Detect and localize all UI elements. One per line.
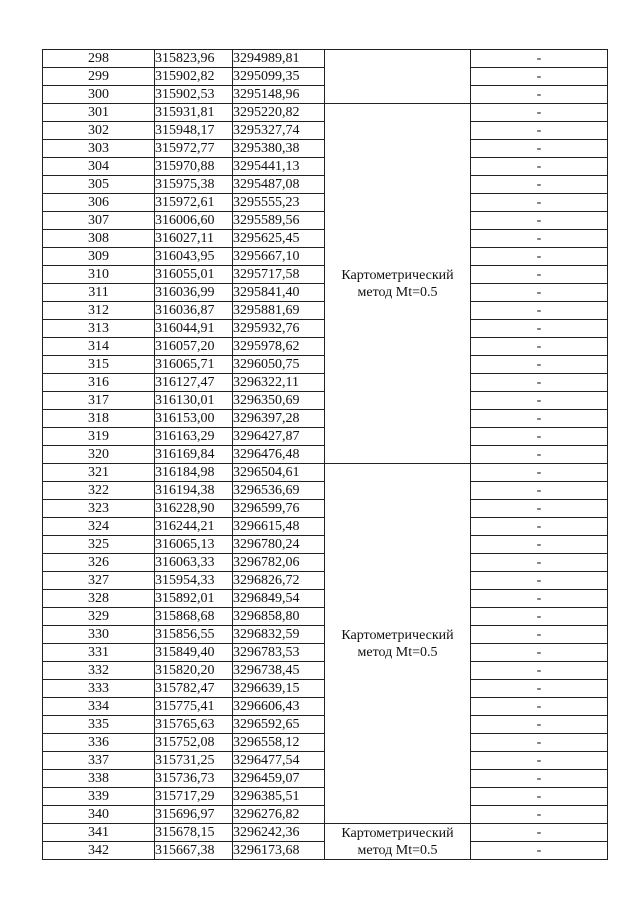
x-coordinate-cell: 315678,15 (155, 824, 233, 842)
x-coordinate-cell: 315970,88 (155, 158, 233, 176)
y-coordinate-cell: 3295625,45 (233, 230, 325, 248)
point-number-cell: 312 (43, 302, 155, 320)
note-cell: - (471, 842, 608, 860)
y-coordinate-cell: 3296606,43 (233, 698, 325, 716)
table-row (43, 824, 608, 842)
point-number-cell: 318 (43, 410, 155, 428)
x-coordinate-cell: 315752,08 (155, 734, 233, 752)
y-coordinate-cell: 3296849,54 (233, 590, 325, 608)
y-coordinate-cell: 3295978,62 (233, 338, 325, 356)
y-coordinate-cell: 3296615,48 (233, 518, 325, 536)
note-cell: - (471, 554, 608, 572)
x-coordinate-cell: 316057,20 (155, 338, 233, 356)
x-coordinate-cell: 315972,61 (155, 194, 233, 212)
x-coordinate-cell: 315765,63 (155, 716, 233, 734)
point-number-cell: 326 (43, 554, 155, 572)
x-coordinate-cell: 316027,11 (155, 230, 233, 248)
point-number-cell: 302 (43, 122, 155, 140)
note-cell: - (471, 320, 608, 338)
note-cell: - (471, 752, 608, 770)
point-number-cell: 298 (43, 50, 155, 68)
y-coordinate-cell: 3296322,11 (233, 374, 325, 392)
x-coordinate-cell: 316044,91 (155, 320, 233, 338)
note-cell: - (471, 410, 608, 428)
y-coordinate-cell: 3295327,74 (233, 122, 325, 140)
point-number-cell: 325 (43, 536, 155, 554)
point-number-cell: 339 (43, 788, 155, 806)
x-coordinate-cell: 315856,55 (155, 626, 233, 644)
note-cell: - (471, 482, 608, 500)
x-coordinate-cell: 316043,95 (155, 248, 233, 266)
x-coordinate-cell: 315892,01 (155, 590, 233, 608)
coordinates-table-body (43, 50, 608, 860)
point-number-cell: 316 (43, 374, 155, 392)
x-coordinate-cell: 316036,99 (155, 284, 233, 302)
y-coordinate-cell: 3296738,45 (233, 662, 325, 680)
y-coordinate-cell: 3295487,08 (233, 176, 325, 194)
x-coordinate-cell: 316169,84 (155, 446, 233, 464)
y-coordinate-cell: 3296783,53 (233, 644, 325, 662)
method-cell (325, 104, 471, 464)
y-coordinate-cell: 3296558,12 (233, 734, 325, 752)
point-number-cell: 337 (43, 752, 155, 770)
point-number-cell: 327 (43, 572, 155, 590)
x-coordinate-cell: 315972,77 (155, 140, 233, 158)
note-cell: - (471, 122, 608, 140)
method-line-2: метод Mt=0.5 (357, 644, 438, 660)
y-coordinate-cell: 3296459,07 (233, 770, 325, 788)
y-coordinate-cell: 3296536,69 (233, 482, 325, 500)
y-coordinate-cell: 3294989,81 (233, 50, 325, 68)
x-coordinate-cell: 315975,38 (155, 176, 233, 194)
x-coordinate-cell: 315696,97 (155, 806, 233, 824)
note-cell: - (471, 788, 608, 806)
y-coordinate-cell: 3296385,51 (233, 788, 325, 806)
x-coordinate-cell: 315782,47 (155, 680, 233, 698)
point-number-cell: 321 (43, 464, 155, 482)
point-number-cell: 341 (43, 824, 155, 842)
note-cell: - (471, 428, 608, 446)
x-coordinate-cell: 316163,29 (155, 428, 233, 446)
note-cell: - (471, 824, 608, 842)
point-number-cell: 330 (43, 626, 155, 644)
y-coordinate-cell: 3296782,06 (233, 554, 325, 572)
y-coordinate-cell: 3295667,10 (233, 248, 325, 266)
point-number-cell: 336 (43, 734, 155, 752)
point-number-cell: 323 (43, 500, 155, 518)
x-coordinate-cell: 316065,13 (155, 536, 233, 554)
y-coordinate-cell: 3296504,61 (233, 464, 325, 482)
y-coordinate-cell: 3296477,54 (233, 752, 325, 770)
y-coordinate-cell: 3296592,65 (233, 716, 325, 734)
point-number-cell: 304 (43, 158, 155, 176)
y-coordinate-cell: 3295881,69 (233, 302, 325, 320)
note-cell: - (471, 626, 608, 644)
note-cell: - (471, 392, 608, 410)
y-coordinate-cell: 3296832,59 (233, 626, 325, 644)
method-cell (325, 824, 471, 860)
x-coordinate-cell: 315667,38 (155, 842, 233, 860)
point-number-cell: 317 (43, 392, 155, 410)
point-number-cell: 328 (43, 590, 155, 608)
note-cell: - (471, 518, 608, 536)
method-line-1: Картометрический (341, 267, 454, 283)
point-number-cell: 314 (43, 338, 155, 356)
method-line-1: Картометрический (341, 825, 454, 841)
point-number-cell: 342 (43, 842, 155, 860)
y-coordinate-cell: 3295589,56 (233, 212, 325, 230)
note-cell: - (471, 284, 608, 302)
note-cell: - (471, 770, 608, 788)
x-coordinate-cell: 315775,41 (155, 698, 233, 716)
y-coordinate-cell: 3296050,75 (233, 356, 325, 374)
x-coordinate-cell: 315948,17 (155, 122, 233, 140)
y-coordinate-cell: 3296397,28 (233, 410, 325, 428)
note-cell: - (471, 212, 608, 230)
x-coordinate-cell: 315902,53 (155, 86, 233, 104)
x-coordinate-cell: 316006,60 (155, 212, 233, 230)
note-cell: - (471, 680, 608, 698)
note-cell: - (471, 662, 608, 680)
point-number-cell: 303 (43, 140, 155, 158)
x-coordinate-cell: 315954,33 (155, 572, 233, 590)
point-number-cell: 311 (43, 284, 155, 302)
x-coordinate-cell: 316127,47 (155, 374, 233, 392)
y-coordinate-cell: 3296276,82 (233, 806, 325, 824)
note-cell: - (471, 446, 608, 464)
point-number-cell: 335 (43, 716, 155, 734)
point-number-cell: 334 (43, 698, 155, 716)
x-coordinate-cell: 316036,87 (155, 302, 233, 320)
note-cell: - (471, 140, 608, 158)
x-coordinate-cell: 315823,96 (155, 50, 233, 68)
x-coordinate-cell: 315902,82 (155, 68, 233, 86)
note-cell: - (471, 50, 608, 68)
point-number-cell: 322 (43, 482, 155, 500)
point-number-cell: 331 (43, 644, 155, 662)
point-number-cell: 308 (43, 230, 155, 248)
note-cell: - (471, 356, 608, 374)
note-cell: - (471, 338, 608, 356)
note-cell: - (471, 374, 608, 392)
x-coordinate-cell: 315849,40 (155, 644, 233, 662)
method-line-2: метод Mt=0.5 (357, 842, 438, 858)
method-cell (325, 464, 471, 824)
point-number-cell: 306 (43, 194, 155, 212)
note-cell: - (471, 500, 608, 518)
x-coordinate-cell: 316130,01 (155, 392, 233, 410)
x-coordinate-cell: 316184,98 (155, 464, 233, 482)
x-coordinate-cell: 315931,81 (155, 104, 233, 122)
y-coordinate-cell: 3295441,13 (233, 158, 325, 176)
note-cell: - (471, 266, 608, 284)
note-cell: - (471, 176, 608, 194)
point-number-cell: 329 (43, 608, 155, 626)
x-coordinate-cell: 316055,01 (155, 266, 233, 284)
y-coordinate-cell: 3296427,87 (233, 428, 325, 446)
y-coordinate-cell: 3295841,40 (233, 284, 325, 302)
y-coordinate-cell: 3296826,72 (233, 572, 325, 590)
x-coordinate-cell: 315868,68 (155, 608, 233, 626)
point-number-cell: 338 (43, 770, 155, 788)
note-cell: - (471, 644, 608, 662)
y-coordinate-cell: 3296173,68 (233, 842, 325, 860)
y-coordinate-cell: 3296780,24 (233, 536, 325, 554)
point-number-cell: 340 (43, 806, 155, 824)
x-coordinate-cell: 315736,73 (155, 770, 233, 788)
point-number-cell: 307 (43, 212, 155, 230)
point-number-cell: 320 (43, 446, 155, 464)
note-cell: - (471, 806, 608, 824)
note-cell: - (471, 230, 608, 248)
note-cell: - (471, 248, 608, 266)
point-number-cell: 319 (43, 428, 155, 446)
y-coordinate-cell: 3295380,38 (233, 140, 325, 158)
method-line-1: Картометрический (341, 627, 454, 643)
point-number-cell: 333 (43, 680, 155, 698)
note-cell: - (471, 68, 608, 86)
point-number-cell: 300 (43, 86, 155, 104)
note-cell: - (471, 302, 608, 320)
note-cell: - (471, 86, 608, 104)
point-number-cell: 315 (43, 356, 155, 374)
y-coordinate-cell: 3296242,36 (233, 824, 325, 842)
note-cell: - (471, 572, 608, 590)
note-cell: - (471, 158, 608, 176)
x-coordinate-cell: 315717,29 (155, 788, 233, 806)
point-number-cell: 299 (43, 68, 155, 86)
point-number-cell: 301 (43, 104, 155, 122)
y-coordinate-cell: 3296639,15 (233, 680, 325, 698)
note-cell: - (471, 590, 608, 608)
note-cell: - (471, 104, 608, 122)
table-row (43, 104, 608, 122)
note-cell: - (471, 716, 608, 734)
note-cell: - (471, 608, 608, 626)
point-number-cell: 313 (43, 320, 155, 338)
x-coordinate-cell: 315731,25 (155, 752, 233, 770)
y-coordinate-cell: 3295148,96 (233, 86, 325, 104)
x-coordinate-cell: 315820,20 (155, 662, 233, 680)
x-coordinate-cell: 316244,21 (155, 518, 233, 536)
y-coordinate-cell: 3296599,76 (233, 500, 325, 518)
y-coordinate-cell: 3295717,58 (233, 266, 325, 284)
x-coordinate-cell: 316153,00 (155, 410, 233, 428)
x-coordinate-cell: 316065,71 (155, 356, 233, 374)
point-number-cell: 332 (43, 662, 155, 680)
method-line-2: метод Mt=0.5 (357, 284, 438, 300)
table-row (43, 50, 608, 68)
note-cell: - (471, 698, 608, 716)
y-coordinate-cell: 3295932,76 (233, 320, 325, 338)
point-number-cell: 305 (43, 176, 155, 194)
x-coordinate-cell: 316194,38 (155, 482, 233, 500)
y-coordinate-cell: 3296476,48 (233, 446, 325, 464)
y-coordinate-cell: 3295220,82 (233, 104, 325, 122)
method-cell (325, 50, 471, 104)
note-cell: - (471, 734, 608, 752)
y-coordinate-cell: 3296858,80 (233, 608, 325, 626)
note-cell: - (471, 464, 608, 482)
x-coordinate-cell: 316063,33 (155, 554, 233, 572)
y-coordinate-cell: 3295555,23 (233, 194, 325, 212)
x-coordinate-cell: 316228,90 (155, 500, 233, 518)
note-cell: - (471, 536, 608, 554)
y-coordinate-cell: 3295099,35 (233, 68, 325, 86)
point-number-cell: 324 (43, 518, 155, 536)
table-row (43, 464, 608, 482)
point-number-cell: 309 (43, 248, 155, 266)
coordinates-table (42, 49, 608, 860)
note-cell: - (471, 194, 608, 212)
y-coordinate-cell: 3296350,69 (233, 392, 325, 410)
point-number-cell: 310 (43, 266, 155, 284)
